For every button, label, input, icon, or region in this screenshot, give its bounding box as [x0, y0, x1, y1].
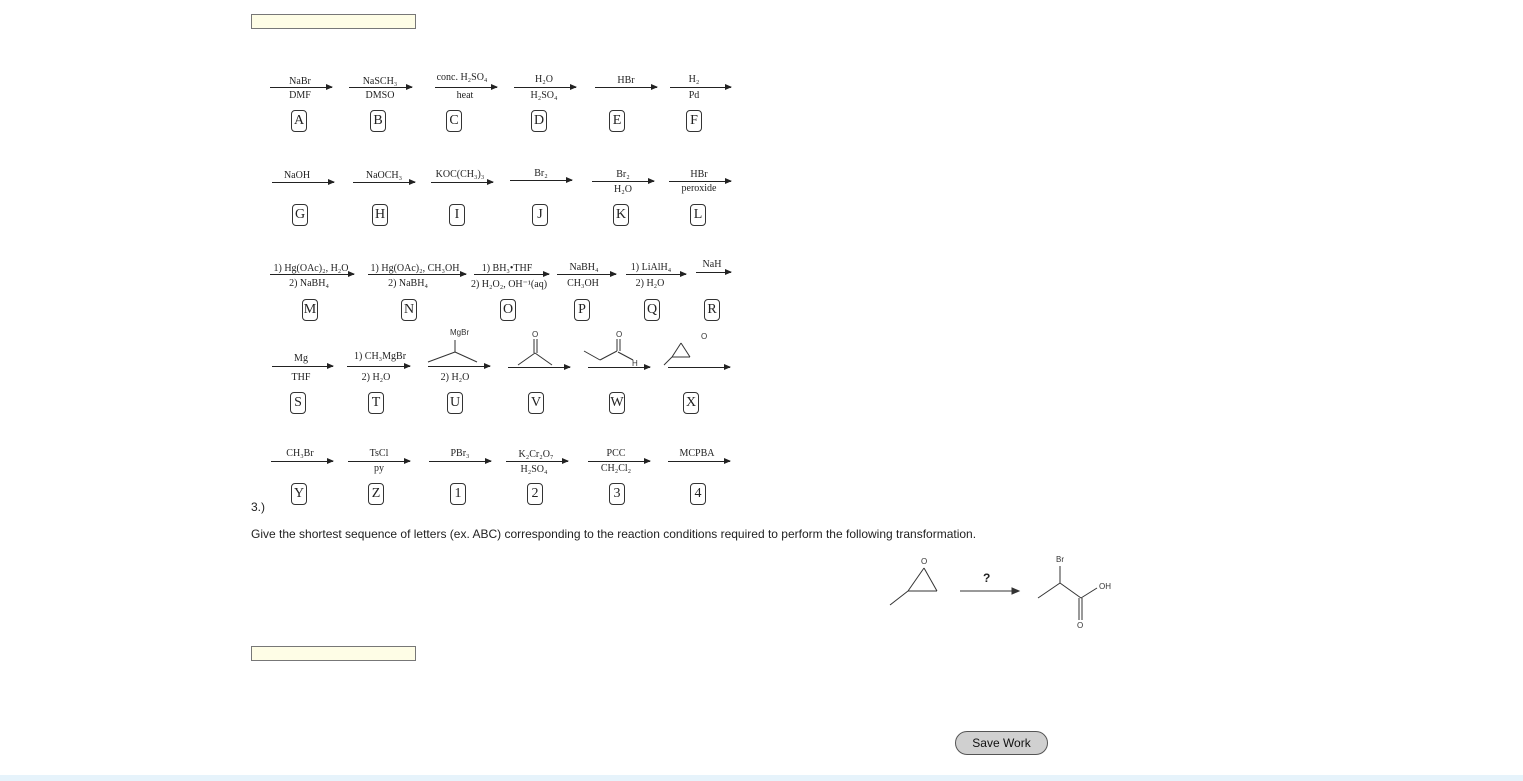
product-oh-label: OH [1099, 582, 1111, 591]
reagent-3-bottom: CH₂Cl₂ [600, 463, 632, 474]
reagent-option-G: G [292, 204, 308, 226]
reagent-M-bottom: 2) NaBH₄ [289, 278, 329, 289]
reagent-4-top: MCPBA [679, 448, 715, 459]
reagent-B-top: NaSCH₃ [362, 76, 398, 87]
transformation-arrow-label: ? [983, 571, 991, 585]
reagent-2-bottom: H₂SO₄ [520, 464, 548, 475]
reagent-N-bottom: 2) NaBH₄ [388, 278, 428, 289]
reagent-L-arrow [669, 181, 731, 182]
product-br-label: Br [1056, 555, 1064, 564]
reagent-O-top: 1) BH₃•THF [481, 263, 533, 274]
reagent-Q-bottom: 2) H₂O [635, 278, 665, 289]
reagent-B-bottom: DMSO [365, 90, 395, 101]
reagent-Y-top: CH₃Br [286, 448, 314, 459]
reagent-option-S: S [290, 392, 306, 414]
reagent-C-bottom: heat [456, 90, 474, 101]
reagent-P-bottom: CH₃OH [567, 278, 599, 289]
reagent-Q-top: 1) LiAlH₄ [630, 262, 672, 273]
reagent-option-L: L [690, 204, 706, 226]
reagent-F-top: H₂ [688, 74, 700, 85]
reagent-option-N: N [401, 299, 417, 321]
reagent-O-bottom: 2) H₂O₂, OH⁻¹(aq) [470, 279, 548, 290]
ketone-o-label: O [532, 330, 539, 339]
reagent-option-A: A [291, 110, 307, 132]
row4-structures [420, 325, 750, 375]
reagent-option-H: H [372, 204, 388, 226]
reagent-option-I: I [449, 204, 465, 226]
reagent-J-arrow [510, 180, 572, 181]
aldehyde-structure [584, 339, 633, 360]
reagent-1-arrow [429, 461, 491, 462]
reagent-A-top: NaBr [289, 76, 311, 87]
reagent-S-top: Mg [294, 353, 308, 364]
reagent-U-bottom: 2) H₂O [440, 372, 470, 383]
reagent-option-C: C [446, 110, 462, 132]
save-work-button[interactable]: Save Work [955, 731, 1048, 755]
reagent-D-bottom: H₂SO₄ [530, 90, 558, 101]
methylmagnesium-bromide-structure [428, 340, 477, 362]
reagent-option-M: M [302, 299, 318, 321]
reagent-L-bottom: peroxide [681, 183, 717, 194]
reagent-T-bottom: 2) H₂O [361, 372, 391, 383]
question-text: Give the shortest sequence of letters (ex. ABC) corresponding to the reaction conditions required to perform the following transformation. [251, 527, 977, 541]
reagent-option-B: B [370, 110, 386, 132]
reagent-3-arrow [588, 461, 650, 462]
reagent-N-arrow [368, 274, 466, 275]
reagent-option-P: P [574, 299, 590, 321]
aldehyde-o-label: O [616, 330, 623, 339]
question-number: 3.) [251, 500, 266, 514]
reagent-T-top: 1) CH₃MgBr [353, 351, 407, 362]
reagent-O-arrow [474, 274, 549, 275]
reagent-C-top: conc. H₂SO₄ [436, 72, 488, 83]
reagent-K-arrow [592, 181, 654, 182]
reagent-P-top: NaBH₄ [569, 262, 599, 273]
reagent-G-top: NaOH [283, 170, 311, 181]
reagent-S-bottom: THF [291, 372, 311, 383]
reagent-K-bottom: H₂O [614, 184, 632, 195]
reagent-C-arrow [435, 87, 497, 88]
epoxide-o-label: O [701, 332, 708, 341]
reagent-B-arrow [349, 87, 412, 88]
reagent-Q-arrow [626, 274, 686, 275]
reagent-option-W: W [609, 392, 625, 414]
reagent-R-top: NaH [702, 259, 722, 270]
reagent-option-V: V [528, 392, 544, 414]
reagent-Y-arrow [271, 461, 333, 462]
transformation-arrow [960, 588, 1019, 594]
reagent-A-bottom: DMF [289, 90, 311, 101]
reagent-R-arrow [696, 272, 731, 273]
reagent-4-arrow [668, 461, 730, 462]
answer-input-bottom[interactable] [251, 646, 416, 661]
reagent-I-arrow [431, 182, 493, 183]
reagent-Z-bottom: py [374, 463, 384, 474]
reagent-M-arrow [270, 274, 354, 275]
reagent-option-Z: Z [368, 483, 384, 505]
reagent-A-arrow [270, 87, 332, 88]
reagent-option-3: 3 [609, 483, 625, 505]
ketone-structure [518, 339, 552, 365]
reagent-3-top: PCC [606, 448, 626, 459]
reagent-Z-top: TsCl [369, 448, 389, 459]
reagent-option-X: X [683, 392, 699, 414]
reagent-D-top: H₂O [535, 74, 553, 85]
transformation-diagram [880, 550, 1130, 640]
reagent-option-U: U [447, 392, 463, 414]
reagent-N-top: 1) Hg(OAc)₂, CH₃OH [370, 263, 460, 274]
reagent-option-E: E [609, 110, 625, 132]
reagent-D-arrow [514, 87, 576, 88]
reagent-1-top: PBr₃ [450, 448, 470, 459]
reagent-option-D: D [531, 110, 547, 132]
reagent-2-top: K₂Cr₂O₇ [518, 449, 554, 460]
reagent-S-arrow [272, 366, 333, 367]
reagent-option-1: 1 [450, 483, 466, 505]
bottom-bar [0, 775, 1523, 781]
reagent-T-arrow [347, 366, 410, 367]
reagent-M-top: 1) Hg(OAc)₂, H₂O [273, 263, 349, 274]
reagent-option-R: R [704, 299, 720, 321]
reagent-F-bottom: Pd [688, 90, 700, 101]
reagent-P-arrow [557, 274, 616, 275]
reagent-H-top: NaOCH₃ [365, 170, 403, 181]
propylene-oxide-structure [664, 343, 690, 365]
reagent-option-O: O [500, 299, 516, 321]
reagent-K-top: Br₂ [616, 169, 630, 180]
reagent-H-arrow [353, 182, 415, 183]
mgbr-label: MgBr [450, 328, 470, 337]
reagent-I-top: KOC(CH₃)₃ [435, 169, 485, 180]
reagent-option-Y: Y [291, 483, 307, 505]
aldehyde-h-label: H [632, 359, 638, 368]
reagent-F-arrow [670, 87, 731, 88]
reagent-option-4: 4 [690, 483, 706, 505]
reagent-option-Q: Q [644, 299, 660, 321]
reagent-2-arrow [506, 461, 568, 462]
reagent-G-arrow [272, 182, 334, 183]
reagent-option-F: F [686, 110, 702, 132]
reagent-J-top: Br₂ [534, 168, 548, 179]
reagent-option-T: T [368, 392, 384, 414]
reactant-o-label: O [921, 557, 928, 566]
reagent-option-K: K [613, 204, 629, 226]
reagent-option-2: 2 [527, 483, 543, 505]
reagent-E-arrow [595, 87, 657, 88]
reactant-epoxide [890, 568, 937, 605]
product-o-label: O [1077, 621, 1084, 630]
reagent-L-top: HBr [690, 169, 708, 180]
product-structure [1038, 566, 1097, 620]
reagent-option-J: J [532, 204, 548, 226]
reagent-Z-arrow [348, 461, 410, 462]
reagent-E-top: HBr [617, 75, 635, 86]
